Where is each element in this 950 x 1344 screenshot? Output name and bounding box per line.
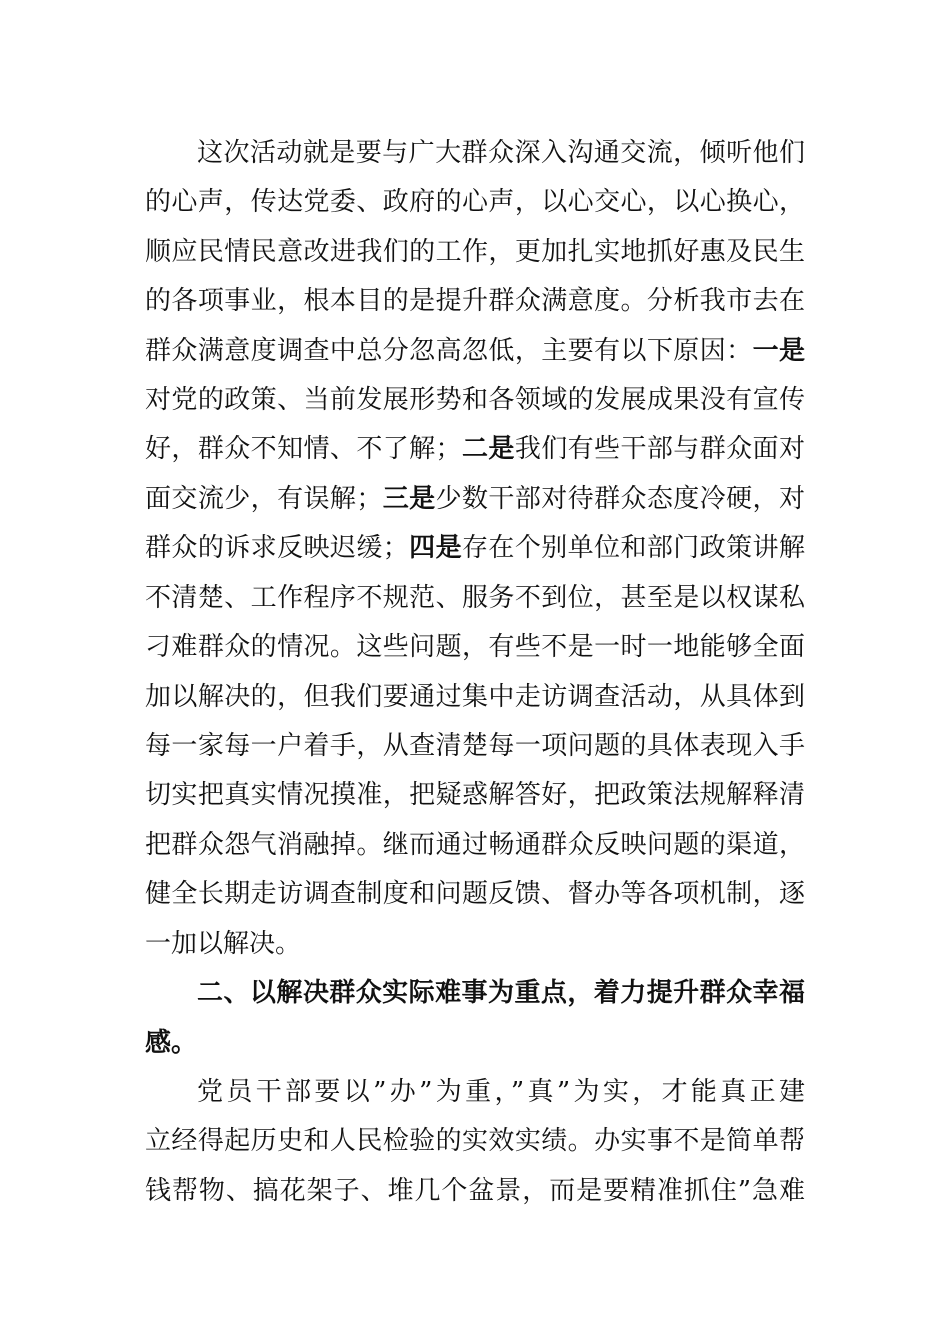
paragraph-line: 立经得起历史和人民检验的实效实绩。办实事不是简单帮 — [145, 1126, 805, 1156]
line-text: 少数干部对待群众态度冷硬，对 — [435, 484, 805, 514]
paragraph-line — [145, 331, 805, 371]
section-heading: 感。 — [145, 1028, 198, 1058]
line-text: 群众的诉求反映迟缓； — [145, 533, 409, 563]
bold-marker-second: 二是 — [461, 434, 515, 464]
paragraph-line: 加以解决的，但我们要通过集中走访调查活动，从具体到 — [145, 682, 805, 712]
paragraph-line: 切实把真实情况摸准，把疑惑解答好，把政策法规解释清 — [145, 780, 805, 810]
paragraph-line: 每一家每一户着手，从查清楚每一项问题的具体表现入手 — [145, 731, 805, 761]
paragraph-line: 党员干部要以”办”为重，”真”为实，才能真正建 — [197, 1077, 805, 1107]
paragraph-line: 的各项事业，根本目的是提升群众满意度。分析我市去在 — [145, 286, 805, 316]
paragraph-line: 不清楚、工作程序不规范、服务不到位，甚至是以权谋私 — [145, 583, 805, 613]
line-text: 好，群众不知情、不了解； — [145, 434, 462, 464]
paragraph-line — [145, 479, 805, 519]
bold-marker-fourth: 四是 — [408, 533, 462, 563]
paragraph-line: 的心声，传达党委、政府的心声，以心交心，以心换心， — [145, 187, 805, 217]
line-text: 我们有些干部与群众面对 — [514, 434, 805, 464]
paragraph-line — [145, 528, 805, 568]
line-text: 面交流少，有误解； — [145, 484, 383, 514]
line-text: 存在个别单位和部门政策讲解 — [461, 533, 805, 563]
section-heading: 二、以解决群众实际难事为重点，着力提升群众幸福 — [197, 978, 805, 1008]
bold-marker-third: 三是 — [382, 484, 436, 514]
paragraph-line: 健全长期走访调查制度和问题反馈、督办等各项机制，逐 — [145, 879, 805, 909]
paragraph-line: 对党的政策、当前发展形势和各领域的发展成果没有宣传 — [145, 385, 805, 415]
paragraph-line: 把群众怨气消融掉。继而通过畅通群众反映问题的渠道， — [145, 830, 805, 860]
paragraph-line — [145, 429, 805, 469]
line-text: 群众满意度调查中总分忽高忽低，主要有以下原因： — [145, 336, 753, 366]
paragraph-line: 钱帮物、搞花架子、堆几个盆景，而是要精准抓住”急难 — [145, 1176, 805, 1206]
bold-marker-first: 一是 — [752, 336, 805, 366]
paragraph-line: 一加以解决。 — [145, 929, 302, 959]
paragraph-line: 这次活动就是要与广大群众深入沟通交流，倾听他们 — [197, 138, 805, 168]
paragraph-line: 刁难群众的情况。这些问题，有些不是一时一地能够全面 — [145, 632, 805, 662]
paragraph-line: 顺应民情民意改进我们的工作，更加扎实地抓好惠及民生 — [145, 237, 805, 267]
